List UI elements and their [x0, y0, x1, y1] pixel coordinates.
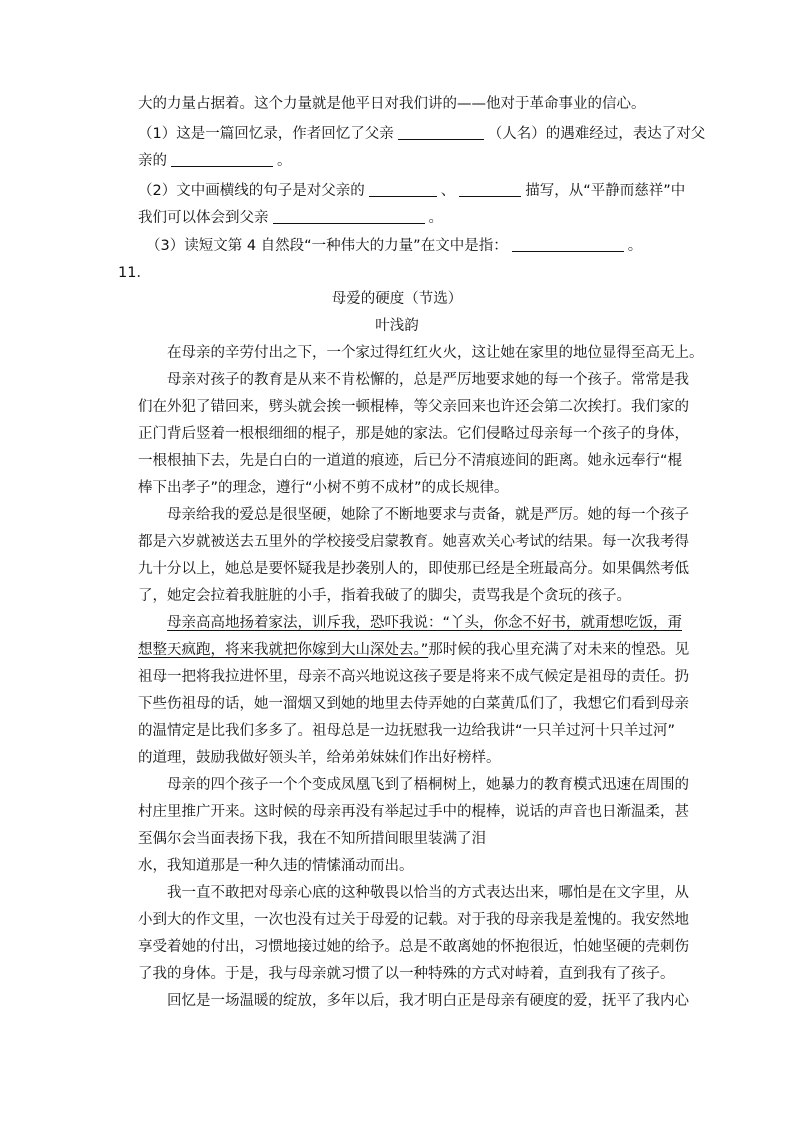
- paragraph-line: 至偶尔会当面表扬下我，我在不知所措间眼里装满了泪: [138, 831, 486, 847]
- article-author: 叶浅韵: [375, 318, 419, 334]
- paragraph-line: 享受着她的付出，习惯地接过她的给予。总是不敢离她的怀抱很近，怕她坚硬的壳刺伤: [138, 939, 689, 955]
- paragraph-line: [138, 640, 689, 660]
- question-text: （3）读短文第 4 自然段“一种伟大的力量”在文中是指：: [146, 238, 508, 254]
- paragraph-line: 母亲的四个孩子一个个变成凤凰飞到了梧桐树上，她暴力的教育模式迅速在周围的: [167, 777, 689, 793]
- question-text: 描写，从“平静而慈祥”中: [525, 183, 686, 199]
- paragraph-line: 的道理，鼓励我做好领头羊，给弟弟妹妹们作出好榜样。: [138, 750, 501, 766]
- answer-blank[interactable]: [273, 209, 425, 224]
- question-3: [146, 236, 642, 256]
- question-text: （人名）的遇难经过，表达了对父: [487, 126, 706, 142]
- answer-blank[interactable]: [459, 182, 521, 197]
- text-line: 大的力量占据着。这个力量就是他平日对我们讲的——他对于革命事业的信心。: [138, 96, 646, 112]
- underlined-sentence: 想整天疯跑，将来我就把你嫁到大山深处去。”: [138, 642, 429, 658]
- paragraph-line: 都是六岁就被送去五里外的学校接受启蒙教育。她喜欢关心考试的结果。每一次我考得: [138, 534, 689, 550]
- question-text: 。: [277, 153, 292, 169]
- paragraph-line: 我一直不敢把对母亲心底的这种敬畏以恰当的方式表达出来，哪怕是在文字里，从: [167, 885, 689, 901]
- answer-blank[interactable]: [171, 152, 273, 167]
- paragraph-line: 在母亲的辛劳付出之下，一个家过得红红火火，这让她在家里的地位显得至高无上。: [167, 345, 704, 361]
- question-1-cont: [138, 151, 292, 171]
- answer-blank[interactable]: [398, 125, 484, 140]
- question-text: （1）这是一篇回忆录，作者回忆了父亲: [138, 126, 394, 142]
- question-text: 、: [440, 183, 456, 199]
- paragraph-line: 的温情定是比我们多多了。祖母总是一边抚慰我一边给我讲“一只羊过河十只羊过河”: [138, 723, 676, 739]
- paragraph-line: 回忆是一场温暖的绽放，多年以后，我才明白正是母亲有硬度的爱，抚平了我内心: [167, 993, 689, 1009]
- paragraph-line: 村庄里推广开来。这时候的母亲再没有举起过手中的棍棒，说话的声音也日渐温柔，甚: [138, 804, 689, 820]
- paragraph-line: 母亲对孩子的教育是从来不肯松懈的，总是严厉地要求她的每一个孩子。常常是我: [167, 372, 689, 388]
- paragraph-line: 九十分以上，她总是要怀疑我是抄袭别人的，即使那已经是全班最高分。如果偶然考低: [138, 561, 689, 577]
- paragraph-line: 母亲给我的爱总是很坚硬，她除了不断地要求与责备，就是严厉。她的每一个孩子: [167, 507, 689, 523]
- paragraph-line: 了，她定会拉着我脏脏的小手，指着我破了的脚尖，责骂我是个贪玩的孩子。: [138, 588, 631, 604]
- question-2: [138, 181, 685, 201]
- question-number: 11．: [118, 265, 151, 281]
- answer-blank[interactable]: [369, 182, 437, 197]
- paragraph-line: 一根根抽下去，先是白白的一道道的痕迹，后已分不清痕迹间的距离。她永远奉行“棍: [138, 453, 683, 469]
- paragraph-line: 棒下出孝子”的理念，遵行“小树不剪不成材”的成长规律。: [138, 480, 509, 496]
- underlined-sentence: 母亲高高地扬着家法，训斥我，恐吓我说：“丫头，你念不好书，就甭想吃饭，甭: [167, 615, 683, 631]
- question-text: （2）文中画横线的句子是对父亲的: [138, 183, 365, 199]
- question-text: 。: [627, 238, 643, 254]
- question-1: [138, 124, 705, 144]
- paragraph-line: 了我的身体。于是，我与母亲就习惯了以一种特殊的方式对峙着，直到我有了孩子。: [138, 966, 675, 982]
- paragraph-line: 正门背后竖着一根根细细的棍子，那是她的家法。它们侵略过母亲每一个孩子的身体，: [138, 426, 689, 442]
- question-text: 。: [428, 210, 443, 226]
- article-title: 母爱的硬度（节选）: [331, 291, 463, 307]
- paragraph-line: 水，我知道那是一种久违的情愫涌动而出。: [138, 858, 414, 874]
- paragraph-line: 下些伤祖母的话，她一溜烟又到她的地里去侍弄她的白菜黄瓜们了，我想它们看到母亲: [138, 696, 689, 712]
- paragraph-line: 小到大的作文里，一次也没有过关于母爱的记载。对于我的母亲我是羞愧的。我安然地: [138, 912, 689, 928]
- question-text: 我们可以体会到父亲: [138, 210, 269, 226]
- paragraph-text: 那时候的我心里充满了对未来的惶恐。见: [428, 642, 690, 658]
- question-2-cont: [138, 208, 443, 228]
- paragraph-line: 们在外犯了错回来，劈头就会挨一顿棍棒，等父亲回来也许还会第二次挨打。我们家的: [138, 399, 689, 415]
- answer-blank[interactable]: [512, 237, 624, 252]
- paragraph-line: 祖母一把将我拉进怀里，母亲不高兴地说这孩子要是将来不成气候定是祖母的责任。扔: [138, 669, 689, 685]
- question-text: 亲的: [138, 153, 167, 169]
